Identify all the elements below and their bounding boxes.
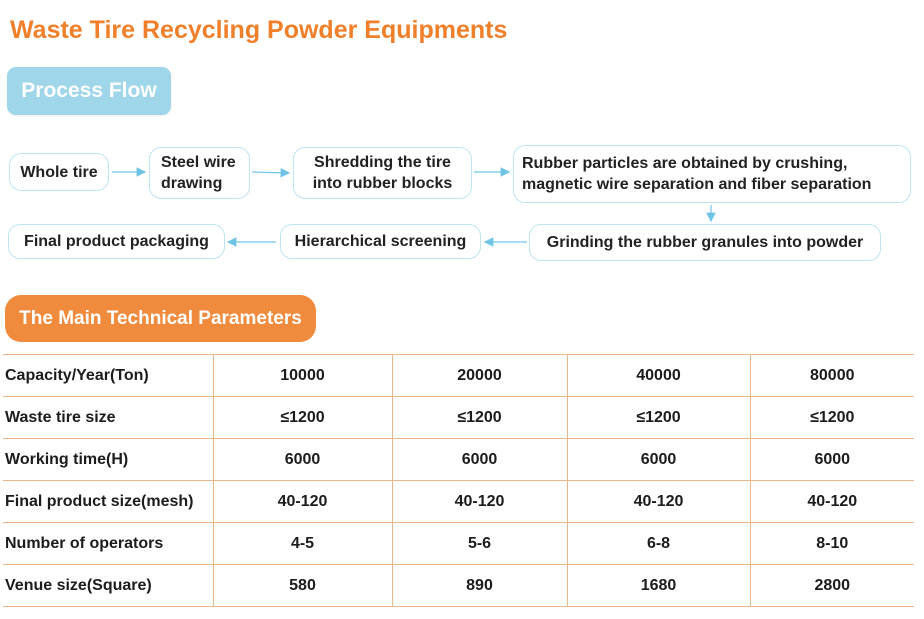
- step-label: Whole tire: [20, 163, 98, 181]
- parameter-value: ≤1200: [750, 397, 914, 439]
- step-label: Final product packaging: [24, 233, 209, 250]
- parameter-label: Capacity/Year(Ton): [3, 355, 213, 397]
- parameter-value: 1680: [567, 565, 750, 607]
- parameter-label: Working time(H): [3, 439, 213, 481]
- page-title: Waste Tire Recycling Powder Equipments: [10, 16, 508, 44]
- step-label-line1: Rubber particles are obtained by crushing,: [522, 155, 848, 172]
- parameter-value: 40-120: [567, 481, 750, 523]
- parameter-value: 6000: [567, 439, 750, 481]
- parameter-value: ≤1200: [392, 397, 567, 439]
- parameter-value: ≤1200: [567, 397, 750, 439]
- table-row: [3, 439, 914, 481]
- table-row: [3, 565, 914, 607]
- parameter-label: Venue size(Square): [3, 565, 213, 607]
- step-label-line2: drawing: [161, 175, 223, 192]
- parameter-value: 80000: [750, 355, 914, 397]
- parameter-value: 6000: [750, 439, 914, 481]
- parameter-value: ≤1200: [213, 397, 392, 439]
- step-label-line1: Steel wire: [161, 154, 236, 171]
- parameter-value: 5-6: [392, 523, 567, 565]
- table-row: [3, 355, 914, 397]
- parameters-table-body: [3, 355, 914, 607]
- parameters-table: [3, 354, 914, 607]
- parameter-value: 8-10: [750, 523, 914, 565]
- parameters-heading: The Main Technical Parameters: [5, 295, 316, 342]
- step-label-line2: magnetic wire separation and fiber separation: [522, 176, 872, 193]
- parameter-value: 6-8: [567, 523, 750, 565]
- parameter-value: 40-120: [750, 481, 914, 523]
- parameter-value: 2800: [750, 565, 914, 607]
- parameter-label: Number of operators: [3, 523, 213, 565]
- table-row: [3, 481, 914, 523]
- parameter-value: 40-120: [213, 481, 392, 523]
- parameter-value: 10000: [213, 355, 392, 397]
- step-label: Grinding the rubber granules into powder: [546, 234, 864, 251]
- parameter-value: 40000: [567, 355, 750, 397]
- parameter-value: 580: [213, 565, 392, 607]
- parameter-value: 20000: [392, 355, 567, 397]
- table-row: [3, 397, 914, 439]
- parameter-label: Waste tire size: [3, 397, 213, 439]
- parameter-value: 6000: [213, 439, 392, 481]
- parameter-value: 890: [392, 565, 567, 607]
- parameter-label: Final product size(mesh): [3, 481, 213, 523]
- step-label: Hierarchical screening: [294, 233, 467, 250]
- process-flow-heading: Process Flow: [7, 67, 171, 115]
- parameter-value: 4-5: [213, 523, 392, 565]
- step-label-line2: into rubber blocks: [312, 175, 453, 192]
- parameter-value: 40-120: [392, 481, 567, 523]
- parameter-value: 6000: [392, 439, 567, 481]
- step-label-line1: Shredding the tire: [314, 154, 451, 171]
- table-row: [3, 523, 914, 565]
- process-arrows: [0, 0, 924, 300]
- arrow-right-icon: [252, 172, 289, 173]
